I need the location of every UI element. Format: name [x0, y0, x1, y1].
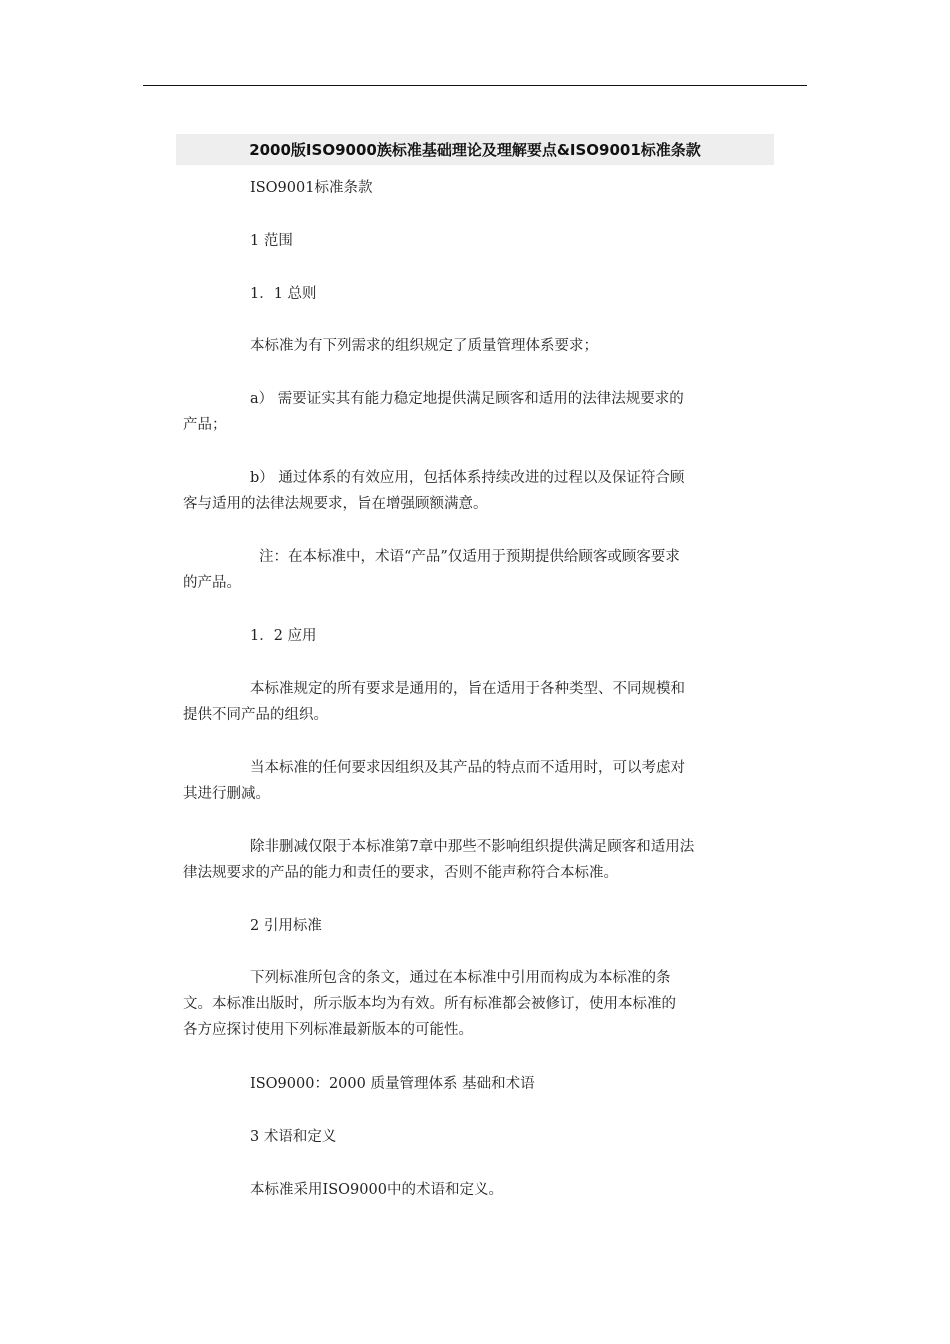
paragraph-line: ISO9000：2000 质量管理体系 基础和术语: [250, 1076, 535, 1092]
list-item-a: [183, 386, 773, 438]
paragraph: [183, 965, 773, 1043]
paragraph-line: 文。本标准出版时，所示版本均为有效。所有标准都会被修订，使用本标准的: [183, 996, 676, 1012]
paragraph-line: 产品；: [183, 417, 227, 433]
paragraph: [183, 755, 773, 807]
paragraph-line: 本标准采用ISO9000中的术语和定义。: [250, 1182, 503, 1198]
paragraph-line: a） 需要证实其有能力稳定地提供满足顾客和适用的法律法规要求的: [250, 391, 684, 407]
paragraph: [183, 834, 773, 886]
paragraph-line: 注：在本标准中，术语“产品”仅适用于预期提供给顾客或顾客要求: [259, 549, 680, 565]
paragraph-line: ISO9001标准条款: [250, 180, 373, 196]
paragraph-line: 当本标准的任何要求因组织及其产品的特点而不适用时，可以考虑对: [250, 760, 685, 776]
document-title: 2000版ISO9000族标准基础理论及理解要点&ISO9001标准条款: [176, 134, 774, 165]
paragraph-line: 本标准规定的所有要求是通用的，旨在适用于各种类型、不同规模和: [250, 681, 685, 697]
paragraph-line: 1．2 应用: [250, 628, 317, 644]
paragraph-line: 1 范围: [250, 233, 293, 249]
header-rule: [143, 85, 807, 86]
paragraph-line: 的产品。: [183, 575, 241, 591]
paragraph-line: 除非删减仅限于本标准第7章中那些不影响组织提供满足顾客和适用法: [250, 839, 695, 855]
list-item-b: [183, 465, 773, 517]
section-heading-application: [183, 623, 773, 649]
section-heading-scope: [183, 228, 773, 254]
paragraph: [183, 333, 773, 359]
paragraph-line: 本标准为有下列需求的组织规定了质量管理体系要求；: [250, 338, 598, 354]
paragraph-line: 下列标准所包含的条文，通过在本标准中引用而构成为本标准的条: [250, 970, 671, 986]
paragraph-line: 提供不同产品的组织。: [183, 707, 328, 723]
paragraph-line: 其进行删减。: [183, 786, 270, 802]
paragraph-line: 3 术语和定义: [250, 1129, 337, 1145]
section-heading-normative-references: [183, 913, 773, 939]
paragraph-line: 1．1 总则: [250, 286, 317, 302]
section-heading-general: [183, 281, 773, 307]
paragraph: [183, 1177, 773, 1203]
paragraph-line: 律法规要求的产品的能力和责任的要求，否则不能声称符合本标准。: [183, 865, 618, 881]
paragraph-heading-clauses: [183, 175, 773, 201]
paragraph: [183, 676, 773, 728]
paragraph-line: 客与适用的法律法规要求，旨在增强顾额满意。: [183, 496, 488, 512]
note: [183, 544, 773, 596]
paragraph-line: b） 通过体系的有效应用，包括体系持续改进的过程以及保证符合顾: [250, 470, 685, 486]
reference-entry: [183, 1071, 773, 1097]
paragraph-line: 各方应探讨使用下列标准最新版本的可能性。: [183, 1022, 473, 1038]
paragraph-line: 2 引用标准: [250, 918, 322, 934]
section-heading-terms: [183, 1124, 773, 1150]
